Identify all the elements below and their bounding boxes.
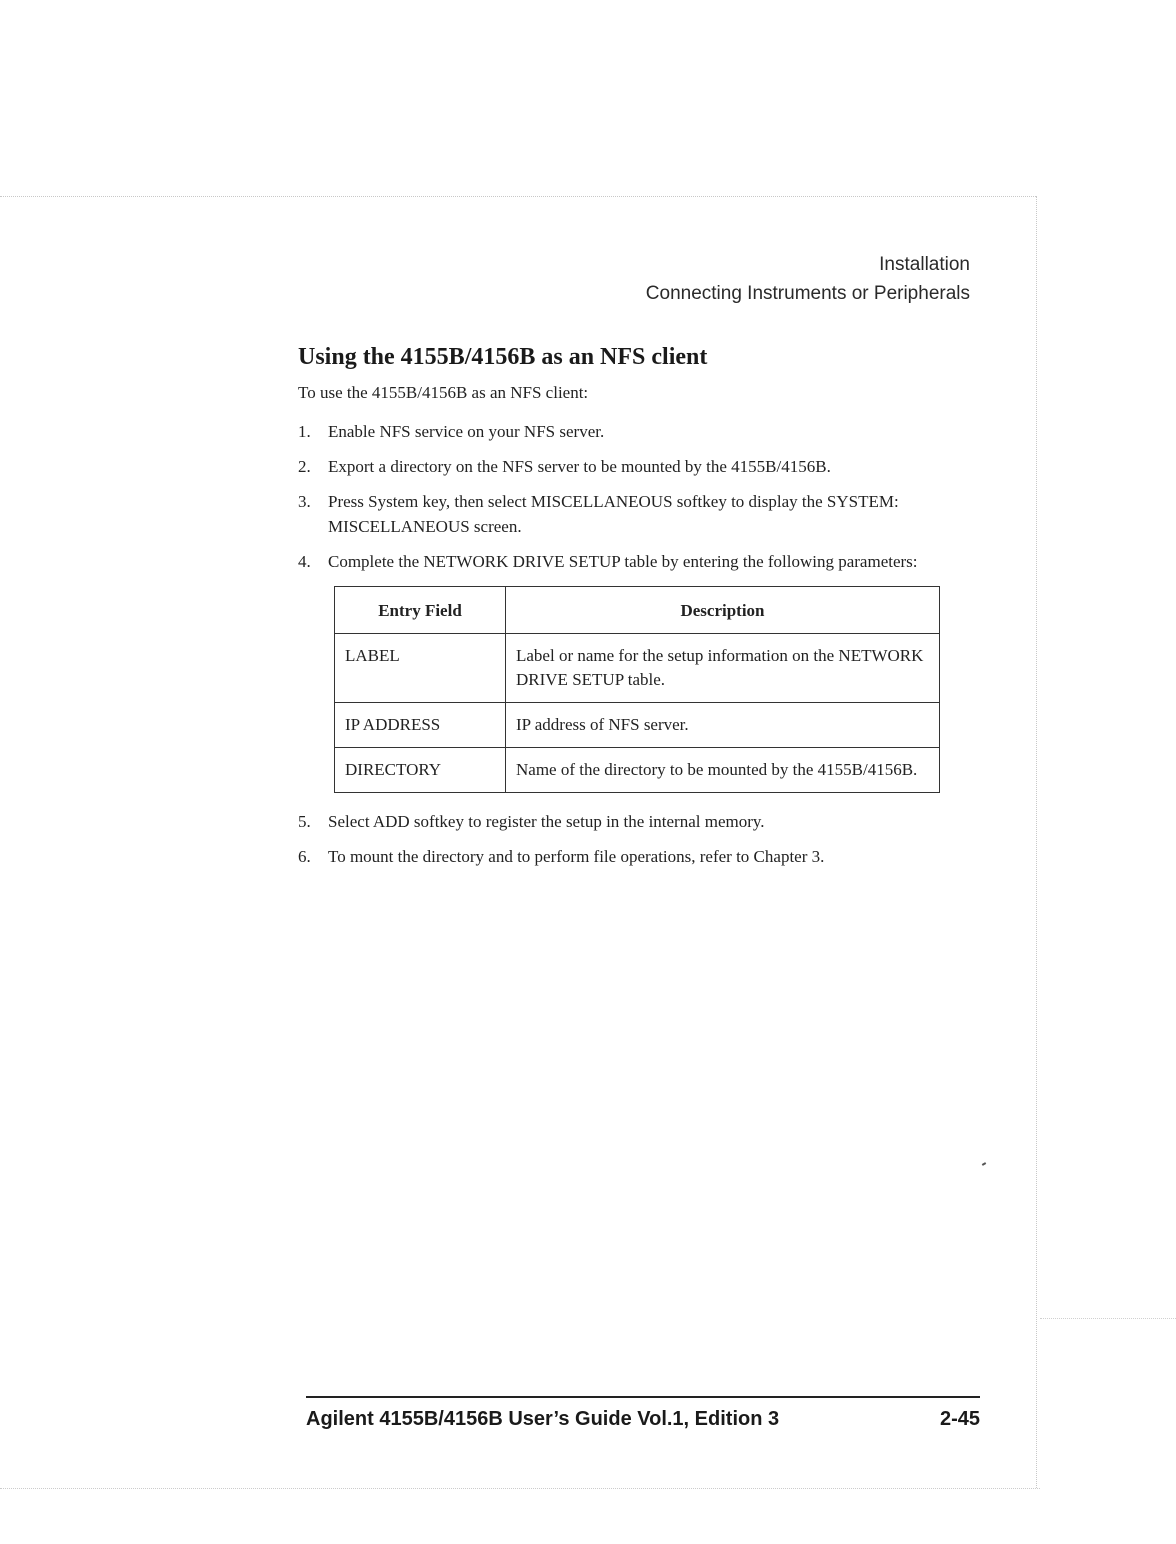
header-section: Connecting Instruments or Peripherals [645,283,970,304]
list-item [298,489,958,539]
footer-title: Agilent 4155B/4156B User’s Guide Vol.1, Edition 3 [306,1408,780,1430]
intro-paragraph: To use the 4155B/4156B as an NFS client: [298,383,589,402]
list-item [298,809,958,834]
step-number: 4. [298,552,311,571]
description-cell: IP address of NFS server. [506,703,940,748]
column-header-entry-field: Entry Field [335,587,506,634]
scan-edge-top [0,196,1036,197]
step-text: Press System key, then select MISCELLANEOUS softkey to display the SYSTEM: MISCELLANEOUS screen. [328,492,899,536]
entry-field-cell: LABEL [335,634,506,703]
network-drive-parameters-table [334,586,940,793]
table-row [335,703,940,748]
scan-edge-right [1036,196,1037,1488]
entry-field-cell: DIRECTORY [335,748,506,793]
scan-edge-right-extension [1040,1318,1176,1319]
footer-rule [306,1396,980,1398]
step-text: Export a directory on the NFS server to be mounted by the 4155B/4156B. [328,457,831,476]
entry-field-cell: IP ADDRESS [335,703,506,748]
step-number: 2. [298,457,311,476]
list-item [298,549,958,574]
step-number: 5. [298,812,311,831]
steps-list [298,419,958,574]
running-header [646,250,970,308]
list-item [298,419,958,444]
scan-edge-bottom [0,1488,1040,1489]
step-number: 1. [298,422,311,441]
description-cell: Label or name for the setup information on the NETWORK DRIVE SETUP table. [506,634,940,703]
step-text: Enable NFS service on your NFS server. [328,422,605,441]
step-number: 3. [298,492,311,511]
list-item [298,844,958,869]
step-text: Select ADD softkey to register the setup in the internal memory. [328,812,765,831]
header-chapter: Installation [879,254,970,275]
scan-speck [982,1162,986,1166]
column-header-description: Description [506,587,940,634]
section-title: Using the 4155B/4156B as an NFS client [298,344,708,370]
step-text: Complete the NETWORK DRIVE SETUP table by entering the following parameters: [328,552,918,571]
page-number: 2-45 [939,1408,980,1430]
table-header-row [335,587,940,634]
step-text: To mount the directory and to perform file operations, refer to Chapter 3. [328,847,825,866]
step-number: 6. [298,847,311,866]
list-item [298,454,958,479]
table-row [335,748,940,793]
steps-list-continued [298,809,958,869]
description-cell: Name of the directory to be mounted by the 4155B/4156B. [506,748,940,793]
page-content [298,344,958,879]
table-row [335,634,940,703]
